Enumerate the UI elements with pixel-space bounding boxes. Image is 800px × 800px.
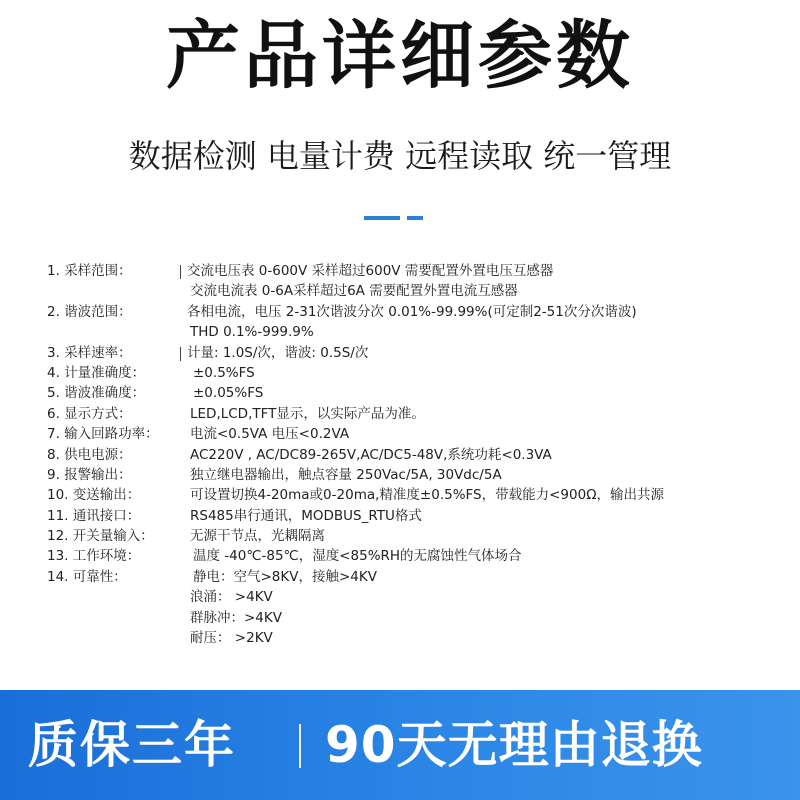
- spec-row-continuation: [0, 628, 800, 648]
- spec-row-continuation: [0, 281, 800, 301]
- spec-value: ±0.05%FS: [193, 385, 264, 402]
- spec-value: 静电：空气>8KV，接触>4KV: [193, 568, 377, 585]
- spec-label: 8. 供电电源：: [47, 446, 132, 463]
- banner-divider: [299, 724, 301, 768]
- page-title: 产品详细参数: [166, 13, 634, 99]
- spec-value: 可设置切换4-20ma或0-20ma,精准度±0.5%FS，带载能力<900Ω，输出共源: [190, 487, 665, 504]
- spec-row-continuation: [0, 608, 800, 628]
- spec-value: THD 0.1%-999.9%: [190, 324, 314, 341]
- spec-separator: [180, 265, 181, 279]
- spec-label: 9. 报警输出：: [47, 466, 132, 483]
- spec-row: [0, 567, 800, 587]
- spec-label: 12. 开关量输入：: [47, 528, 154, 545]
- spec-row: [0, 445, 800, 465]
- spec-row: [0, 363, 800, 383]
- spec-value: 耐压： >2KV: [190, 630, 273, 647]
- spec-row: [0, 465, 800, 485]
- spec-label: 6. 显示方式：: [47, 405, 132, 422]
- spec-value: 浪涌： >4KV: [190, 589, 273, 606]
- spec-label: 10. 变送输出：: [47, 487, 141, 504]
- spec-label: 14. 可靠性：: [47, 568, 127, 585]
- spec-row: [0, 343, 800, 363]
- spec-label: 7. 输入回路功率：: [47, 426, 159, 443]
- spec-label: 11. 通讯接口：: [47, 507, 141, 524]
- spec-value: 交流电流表 0-6A采样超过6A 需要配置外置电流互感器: [190, 283, 518, 300]
- spec-row: [0, 424, 800, 444]
- spec-list: [0, 261, 800, 648]
- spec-value: 群脉冲：>4KV: [190, 609, 282, 626]
- accent-divider: [364, 216, 400, 220]
- spec-label: 2. 谐波范围：: [47, 303, 132, 320]
- spec-row: [0, 506, 800, 526]
- spec-label: 4. 计量准确度：: [47, 364, 146, 381]
- spec-row: [0, 485, 800, 505]
- spec-value: 温度 -40℃-85℃，湿度<85%RH的无腐蚀性气体场合: [193, 548, 522, 565]
- spec-value: 计量: 1.0S/次，谐波: 0.5S/次: [187, 344, 369, 361]
- spec-value: 各相电流，电压 2-31次谐波分次 0.01%-99.99%(可定制2-51次分次谐波): [187, 303, 637, 320]
- spec-label: 5. 谐波准确度：: [47, 385, 146, 402]
- spec-row: [0, 383, 800, 403]
- warranty-text: 质保三年: [28, 716, 236, 774]
- spec-label: 1. 采样范围：: [47, 263, 132, 279]
- spec-separator: [180, 347, 181, 361]
- spec-value: ±0.5%FS: [193, 364, 255, 381]
- spec-value: 独立继电器输出，触点容量 250Vac/5A, 30Vdc/5A: [190, 466, 502, 483]
- spec-row-continuation: [0, 322, 800, 342]
- accent-divider-short: [407, 216, 423, 220]
- spec-label: 13. 工作环境：: [47, 548, 141, 565]
- spec-row: [0, 261, 800, 281]
- spec-row: [0, 526, 800, 546]
- return-policy-text: 90天无理由退换: [325, 716, 703, 774]
- spec-value: RS485串行通讯，MODBUS_RTU格式: [190, 507, 422, 524]
- page-subtitle: 数据检测 电量计费 远程读取 统一管理: [128, 137, 672, 175]
- spec-row: [0, 302, 800, 322]
- spec-value: LED,LCD,TFT显示，以实际产品为准。: [190, 405, 425, 422]
- guarantee-banner: [0, 690, 800, 800]
- spec-row-continuation: [0, 587, 800, 607]
- spec-row: [0, 546, 800, 566]
- spec-label: 3. 采样速率：: [47, 344, 132, 361]
- spec-value: 无源干节点，光耦隔离: [190, 528, 325, 545]
- spec-row: [0, 404, 800, 424]
- spec-value: AC220V , AC/DC89-265V,AC/DC5-48V,系统功耗<0.3VA: [190, 446, 552, 463]
- spec-value: 电流<0.5VA 电压<0.2VA: [190, 426, 350, 443]
- spec-value: 交流电压表 0-600V 采样超过600V 需要配置外置电压互感器: [187, 263, 554, 279]
